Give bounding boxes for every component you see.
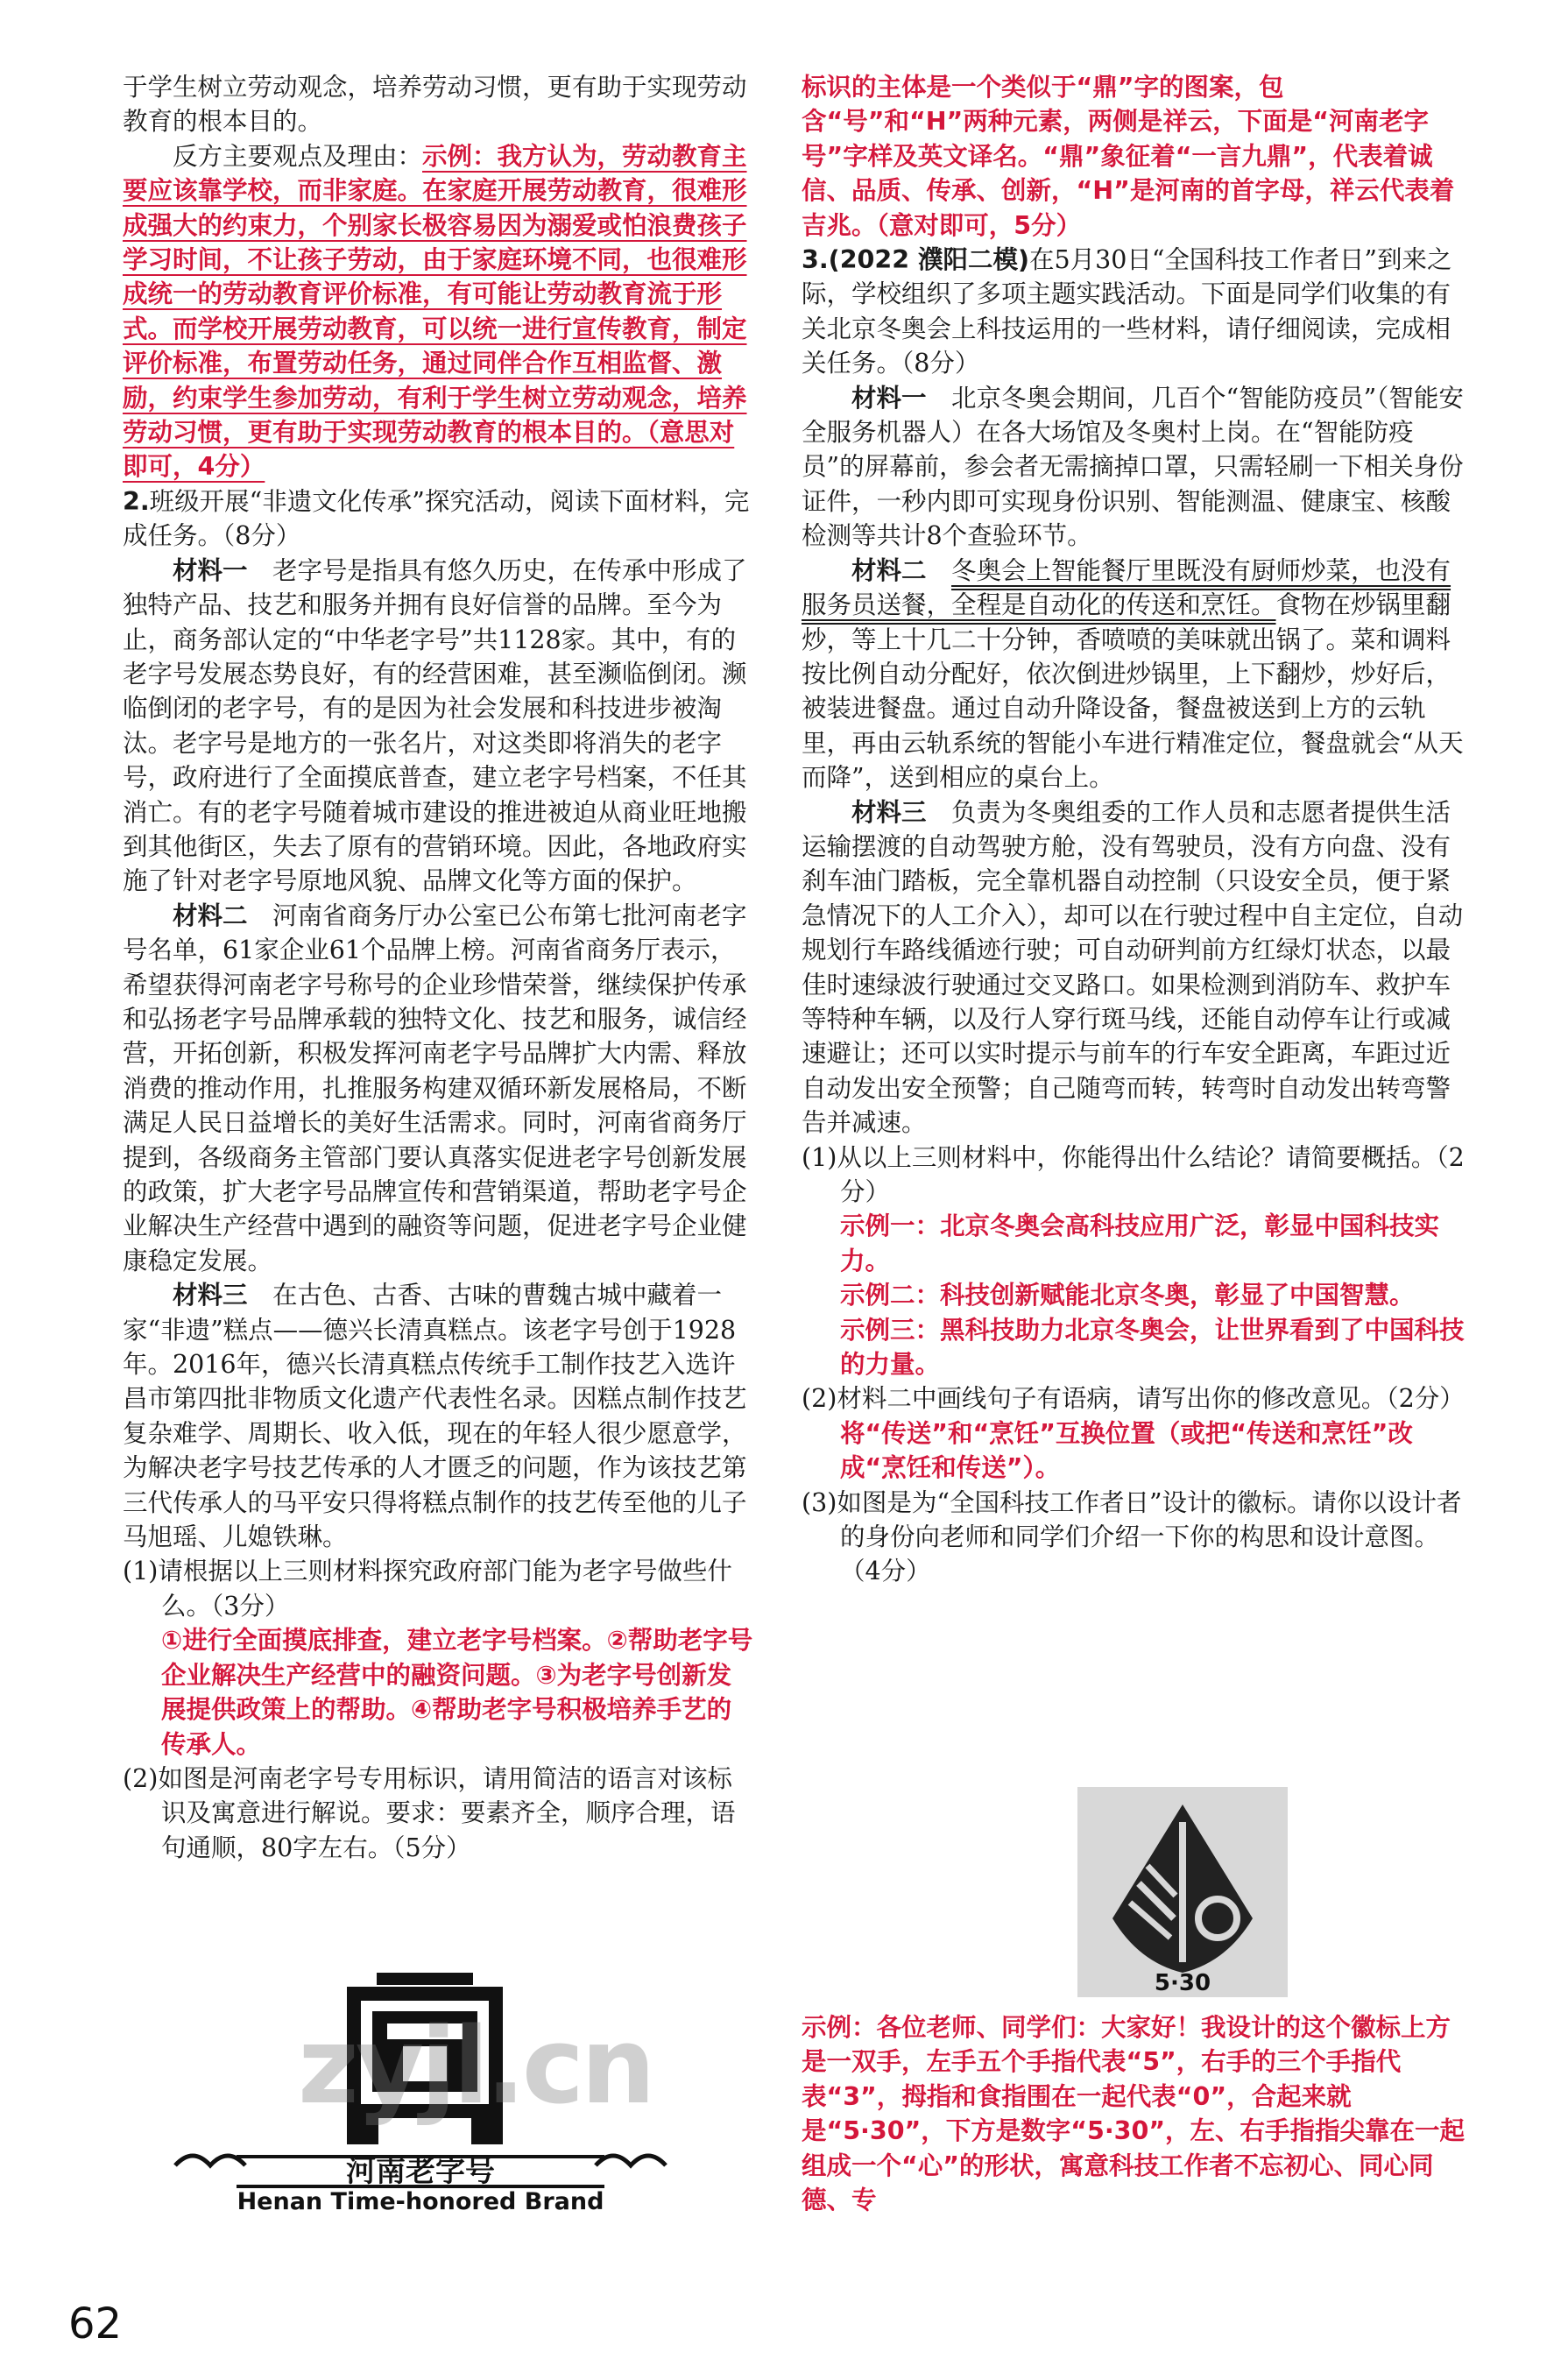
answer-3: 示例：各位老师、同学们：大家好！我设计的这个徽标上方是一双手，左手五个手指代表“5”，右手的三个手指代表“3”，拇指和食指围在一起代表“0”，合起来就是“5·30”，下方是数字“5·30”，左、右手指指尖靠在一起组成一个“心”的形状，寓意科技工作者不忘初心、同心同德、专 (802, 2013, 1466, 2215)
answer-1-example-2: 示例二：科技创新赋能北京冬奥，彰显了中国智慧。 (840, 1281, 1415, 1310)
answer-1: ①进行全面摸底排查，建立老字号档案。②帮助老字号企业解决生产经营中的融资问题。③为老字号创新发展提供政策上的帮助。④帮助老字号积极培养手艺的传承人。 (161, 1626, 753, 1759)
answer-2: 将“传送”和“烹饪”互换位置（或把“传送和烹饪”改成“烹饪和传送”）。 (840, 1418, 1413, 1483)
question-text: 班级开展“非遗文化传承”探究活动，阅读下面材料，完成任务。（8分） (123, 486, 750, 551)
material-label: 材料二 (173, 900, 248, 930)
sub-question-3: (3)如图是为“全国科技工作者日”设计的徽标。请你以设计者的身份向老师和同学们介绍一下你的构思和设计意图。（4分） (802, 1487, 1462, 1586)
question-3 (802, 243, 1466, 381)
material-2 (802, 554, 1466, 795)
question-text: 在5月30日“全国科技工作者日”到来之际，学校组织了多项主题实践活动。下面是同学们收集的有关北京冬奥会上科技运用的一些材料，请仔细阅读，完成相关任务。（8分） (802, 245, 1452, 378)
material-1 (802, 381, 1466, 554)
question-number: 3. (802, 245, 829, 275)
opposition-block (123, 139, 755, 484)
sub-question-1: (1)请根据以上三则材料探究政府部门能为老字号做些什么。（3分） (123, 1557, 732, 1621)
material-text: 负责为冬奥组委的工作人员和志愿者提供生活运输摆渡的自动驾驶方舱，没有驾驶员，没有方向盘、没有刹车油门踏板，完全靠机器自动控制（只设安全员，便于紧急情况下的人工介入），却可以在行驶过程中自主定位，自动规划行车路线循迹行驶；可自动研判前方红绿灯状态，以最佳时速绿波行驶通过交叉路口。如果检测到消防车、救护车等特种车辆，以及行人穿行斑马线，还能自动停车让行或减速避让；还可以实时提示与前车的行车安全距离，车距过近自动发出安全预警；自己随弯而转，转弯时自动发出转弯警告并减速。 (802, 797, 1464, 1138)
sub-question-1: (1)从以上三则材料中，你能得出什么结论？请简要概括。（2分） (802, 1142, 1465, 1206)
right-column (802, 70, 1466, 1589)
material-2 (123, 899, 755, 1278)
science-day-logo-graphic (1077, 1787, 1288, 1997)
science-day-logo (1077, 1787, 1288, 1997)
sub-question-2: (2)材料二中画线句子有语病，请写出你的修改意见。（2分） (802, 1384, 1465, 1414)
henan-logo-en-text: Henan Time-honored Brand (237, 2188, 604, 2212)
material-text: 老字号是指具有悠久历史，在传承中形成了独特产品、技艺和服务并拥有良好信誉的品牌。至今为止，商务部认定的“中华老字号”共1128家。其中，有的老字号发展态势良好，有的经营困难，甚至濒临倒闭。濒临倒闭的老字号，有的是因为社会发展和科技进步被淘汰。老字号是地方的一张名片，对这类即将消失的老字号，政府进行了全面摸底普查，建立老字号档案，不任其消亡。有的老字号随着城市建设的推进被迫从商业旺地搬到其他街区，失去了原有的营销环境。因此，各地政府实施了针对老字号原地风貌、品牌文化等方面的保护。 (123, 555, 747, 896)
henan-logo-cn-text: 河南老字号 (346, 2154, 495, 2189)
material-label: 材料一 (173, 555, 248, 585)
material-text: 食物在炒锅里翻炒，等上十几二十分钟，香喷喷的美味就出锅了。菜和调料按比例自动分配好，依次倒进炒锅里，上下翻炒，炒好后，被装进餐盘。通过自动升降设备，餐盘被送到上方的云轨里，再由云轨系统的智能小车进行精准定位，餐盘就会“从天而降”，送到相应的桌台上。 (802, 590, 1464, 793)
question-number: 2. (123, 486, 150, 516)
opposition-answer: 示例：我方认为，劳动教育主要应该靠学校，而非家庭。在家庭开展劳动教育，很难形成强大的约束力，个别家长极容易因为溺爱或怕浪费孩子学习时间，不让孩子劳动，由于家庭环境不同，也很难形成统一的劳动教育评价标准，有可能让劳动教育流于形式。而学校开展劳动教育，可以统一进行宣传教育，制定评价标准，布置劳动任务，通过同伴合作互相监督、激励，约束学生参加劳动，有利于学生树立劳动观念，培养劳动习惯，更有助于实现劳动教育的根本目的。（意思对即可，4分） (123, 141, 747, 482)
material-text: 北京冬奥会期间，几百个“智能防疫员”（智能安全服务机器人）在各大场馆及冬奥村上岗。在“智能防疫员”的屏幕前，参会者无需摘掉口罩，只需轻刷一下相关身份证件，一秒内即可实现身份识别、智能测温、健康宝、核酸检测等共计8个查验环节。 (802, 383, 1464, 551)
material-text: 在古色、古香、古味的曹魏古城中藏着一家“非遗”糕点——德兴长清真糕点。该老字号创于1928年。2016年，德兴长清真糕点传统手工制作技艺入选许昌市第四批非物质文化遗产代表性名录。因糕点制作技艺复杂难学、周期长、收入低，现在的年轻人很少愿意学，为解决老字号技艺传承的人才匮乏的问题，作为该技艺第三代传承人的马平安只得将糕点制作的技艺传至他的儿子马旭瑶、儿媳铁琳。 (123, 1281, 747, 1552)
paragraph: 于学生树立劳动观念，培养劳动习惯，更有助于实现劳动教育的根本目的。 (123, 73, 747, 137)
material-text: 河南省商务厅办公室已公布第七批河南老字号名单，61家企业61个品牌上榜。河南省商务厅表示，希望获得河南老字号称号的企业珍惜荣誉，继续保护传承和弘扬老字号品牌承载的独特文化、技艺和服务，诚信经营，开拓创新，积极发挥河南老字号品牌扩大内需、释放消费的推动作用，扎推服务构建双循环新发展格局，不断满足人民日益增长的美好生活需求。同时，河南省商务厅提到，各级商务主管部门要认真落实促进老字号创新发展的政策，扩大老字号品牌宣传和营销渠道，帮助老字号企业解决生产经营中遇到的融资等问题，促进老字号企业健康稳定发展。 (123, 900, 747, 1275)
science-day-logo-label: 5·30 (1154, 1970, 1211, 1996)
watermark: zyjl.cn (298, 2006, 653, 2128)
material-3 (123, 1278, 755, 1554)
question-source: (2022 濮阳二模) (828, 245, 1029, 275)
material-label: 材料三 (173, 1281, 248, 1310)
answer-1-example-3: 示例三：黑科技助力北京冬奥会，让世界看到了中国科技的力量。 (840, 1315, 1465, 1380)
answer-3-block (802, 2010, 1466, 2217)
opposition-label: 反方主要观点及理由： (173, 141, 423, 171)
material-label: 材料三 (851, 797, 927, 827)
material-label: 材料二 (851, 555, 927, 585)
left-column (123, 70, 755, 1865)
answer-continuation: 标识的主体是一个类似于“鼎”字的图案，包含“号”和“H”两种元素，两侧是祥云，下面是“河南老字号”字样及英文译名。“鼎”象征着“一言九鼎”，代表着诚信、品质、传承、创新，“H”是河南的首字母，祥云代表着吉兆。（意对即可，5分） (802, 73, 1455, 240)
sub-question-2: (2)如图是河南老字号专用标识，请用简洁的语言对该标识及寓意进行解说。要求：要素齐全，顺序合理，语句通顺，80字左右。（5分） (123, 1763, 736, 1862)
page-number: 62 (68, 2299, 123, 2348)
answer-1-example-1: 示例一：北京冬奥会高科技应用广泛，彰显中国科技实力。 (840, 1211, 1440, 1275)
material-3 (802, 795, 1466, 1141)
material-label: 材料一 (851, 383, 927, 413)
material-underlined-sentence: 冬奥会上智能餐厅里既没有厨师炒菜，也没有服务员送餐，全程是自动化的传送和烹饪。 (802, 555, 1451, 620)
material-1 (123, 554, 755, 899)
question-2 (123, 484, 755, 554)
